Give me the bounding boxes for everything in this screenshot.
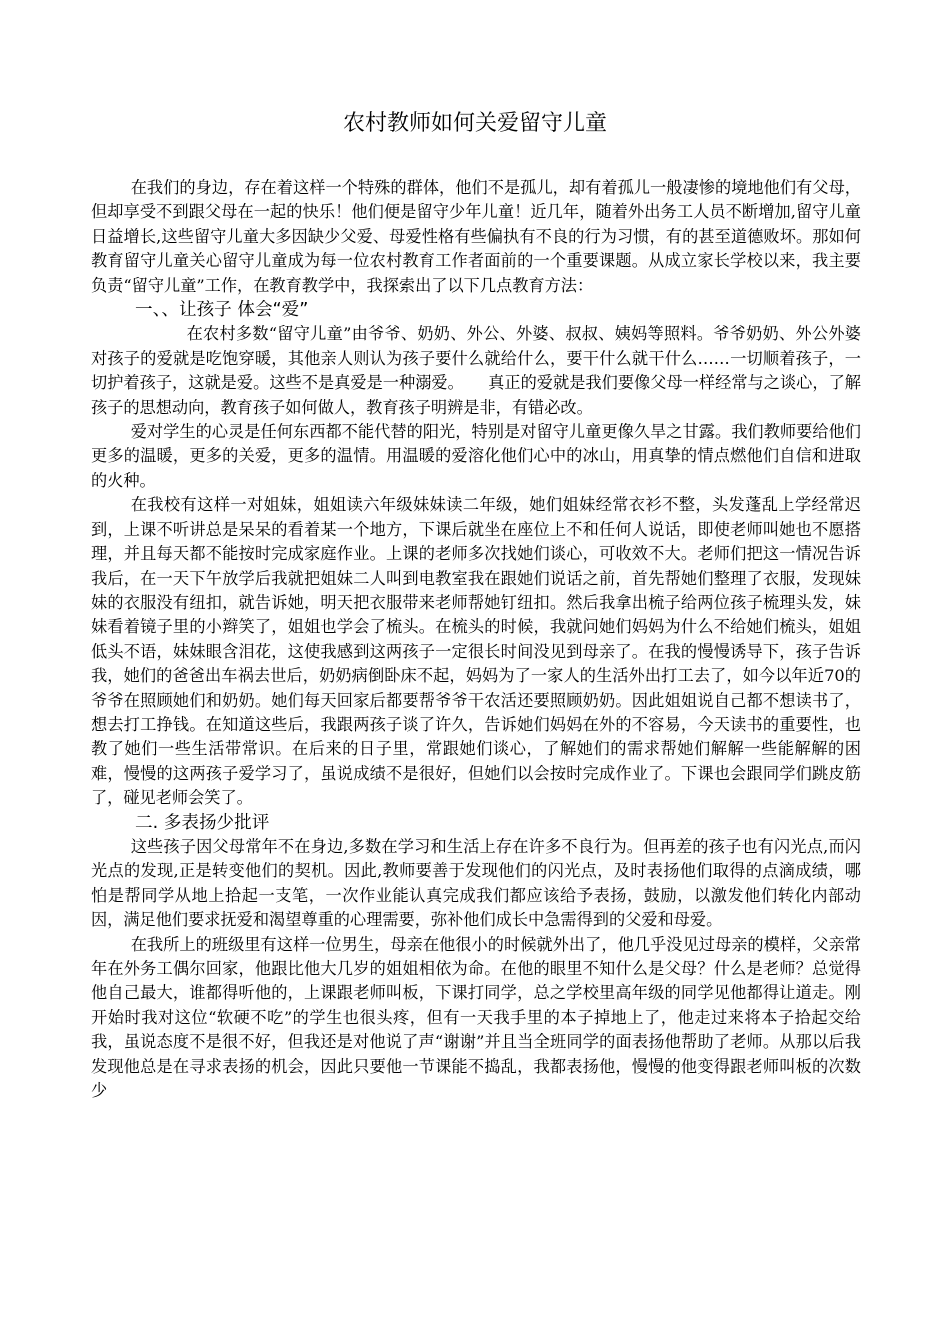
- document-title: 农村教师如何关爱留守儿童: [342, 111, 607, 136]
- section-2-paragraph-2: 在我所上的班级里有这样一位男生，母亲在他很小的时候就外出了，他几乎没见过母亲的模样，父亲常年在外务工偶尔回家，他跟比他大几岁的姐姐相依为命。在他的眼里不知什么是父母？什么是老师？总觉得他自己最大，谁都得听他的，上课跟老师叫板，下课打同学，总之学校里高年级的同学见他都得让道走。刚开始时我对这位“软硬不吃”的学生也很头疼，但有一天我手里的本子掉地上了，他走过来将本子拾起交给我，虽说态度不是很不好，但我还是对他说了声“谢谢”并且当全班同学的面表扬他帮助了老师。从那以后我发现他总是在寻求表扬的机会，因此只要他一节课能不捣乱，我都表扬他，慢慢的他变得跟老师叫板的次数少: [91, 934, 861, 1101]
- section-2-paragraph-1: 这些孩子因父母常年不在身边,多数在学习和生活上存在许多不良行为。但再差的孩子也有闪光点,而闪光点的发现,正是转变他们的契机。因此,教师要善于发现他们的闪光点，及时表扬他们取得的点滴成绩，哪怕是帮同学从地上拾起一支笔，一次作业能认真完成我们都应该给予表扬，鼓励，以激发他们转化内部动因，满足他们要求抚爱和渴望尊重的心理需要，弥补他们成长中急需得到的父爱和母爱。: [91, 836, 861, 930]
- intro-paragraph: 在我们的身边，存在着这样一个特殊的群体，他们不是孤儿，却有着孤儿一般凄惨的境地他们有父母，但却享受不到跟父母在一起的快乐！他们便是留守少年儿童！近几年，随着外出务工人员不断增加,留守儿童日益增长,这些留守儿童大多因缺少父爱、母爱性格有些偏执有不良的行为习惯，有的甚至道德败坏。那如何教育留守儿童关心留守儿童成为每一位农村教育工作者面前的一个重要课题。从成立家长学校以来，我主要负责“留守儿童”工作，在教育教学中，我探索出了以下几点教育方法：: [91, 178, 861, 295]
- section-1-paragraph-3: 在我校有这样一对姐妹，姐姐读六年级妹妹读二年级，她们姐妹经常衣衫不整，头发蓬乱上学经常迟到，上课不听讲总是呆呆的看着某一个地方，下课后就坐在座位上不和任何人说话，即使老师叫她也不愿搭理，并且每天都不能按时完成家庭作业。上课的老师多次找她们谈心，可收效不大。老师们把这一情况告诉我后，在一天下午放学后我就把姐妹二人叫到电教室我在跟她们说话之前，首先帮她们整理了衣服，发现妹妹的衣服没有纽扣，就告诉她，明天把衣服带来老师帮她钉纽扣。然后我拿出梳子给两位孩子梳理头发，妹妹看着镜子里的小辫笑了，姐姐也学会了梳头。在梳头的时候，我就问她们妈妈为什么不给她们梳头，姐姐低头不语，妹妹眼含泪花，这使我感到这两孩子一定很长时间没见到母亲了。在我的慢慢诱导下，孩子告诉我，她们的爸爸出车祸去世后，奶奶病倒卧床不起，妈妈为了一家人的生活外出打工去了，如今以年近70的爷爷在照顾她们和奶奶。她们每天回家后都要帮爷爷干农活还要照顾奶奶。因此姐姐说自己都不想读书了，想去打工挣钱。在知道这些后，我跟两孩子谈了许久，告诉她们妈妈在外的不容易，今天读书的重要性，也教了她们一些生活带常识。在后来的日子里，常跟她们谈心，了解她们的需求帮她们解解一些能解解的困难，慢慢的这两孩子爱学习了，虽说成绩不是很好，但她们以会按时完成作业了。下课也会跟同学们跳皮筋了，碰见老师会笑了。: [91, 495, 861, 808]
- section-1-paragraph-1: 在农村多数“留守儿童”由爷爷、奶奶、外公、外婆、叔叔、姨妈等照料。爷爷奶奶、外公外婆对孩子的爱就是吃饱穿暖，其他亲人则认为孩子要什么就给什么，要干什么就干什么……一切顺着孩子，一切护着孩子，这就是爱。这些不是真爱是一种溺爱。 真正的爱就是我们要像父母一样经常与之谈心，了解孩子的思想动向，教育孩子如何做人，教育孩子明辨是非，有错必改。: [91, 324, 861, 417]
- section-1-paragraph-2: 爱对学生的心灵是任何东西都不能代替的阳光，特别是对留守儿童更像久旱之甘露。我们教师要给他们更多的温暖，更多的关爱，更多的温情。用温暖的爱溶化他们心中的冰山，用真挚的情点燃他们自信和进取的火种。: [91, 422, 861, 490]
- section-1-heading: 一、、让孩子 体会“爱”: [135, 300, 309, 321]
- document-body: [91, 176, 861, 1103]
- section-2-heading: 二. 多表扬少批评: [135, 812, 270, 833]
